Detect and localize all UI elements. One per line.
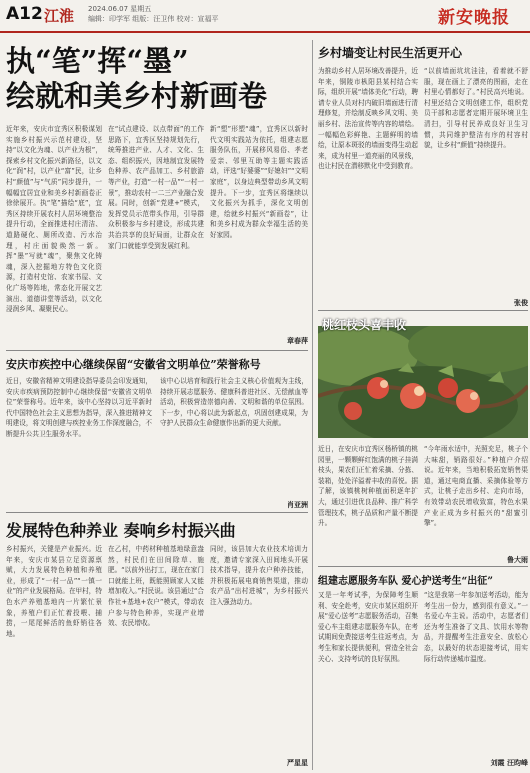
masthead-rule [0,31,530,33]
peach-harvest-body-col1: 近日，在安庆市宜秀区杨桥镇的桃园里，一颗颗鲜红饱满的桃子挂满枝头，果农们正忙着采摘、分拣、装箱，处处洋溢着丰收的喜悦。据了解，该镇桃树种植面积逐年扩大，通过引进优良品种、推广科学管理技术，桃子品质和产量不断提升。 [318,445,418,528]
date-line: 2024.06.07 星期五 [88,5,152,13]
divider [318,310,528,311]
section-name: 江淮 [44,7,75,25]
lead-headline [6,44,308,114]
farming-headline: 发展特色种养业 奏响乡村振兴曲 [6,521,236,540]
cdc-headline: 安庆市疾控中心继续保留“安徽省文明单位”荣誉称号 [6,358,261,371]
staff-line: 编辑：印学军 组版：汪卫伟 校对：宣福平 [88,15,219,23]
cdc-body-col2: 该中心以培育和践行社会主义核心价值观为主线，持续开展志愿服务、健康科普进社区、无偿献血等活动，积极营造崇德向善、文明和谐的单位氛围。下一步，中心将以此为新起点，巩固创建成果，为守护人民群众生命健康作出新的更大贡献。 [160,377,308,428]
farming-byline: 严星星 [287,759,308,767]
lead-headline-line1: 执“笔”挥“墨” [6,44,189,78]
lead-byline: 章春萍 [287,337,308,345]
cdc-body-col1: 近日，安徽省精神文明建设指导委员会印发通知，安庆市疾病预防控制中心继续保留“安徽省文明单位”荣誉称号。近年来，该中心坚持以习近平新时代中国特色社会主义思想为指导，深入推进精神文明建设，将文明创建与疾控业务工作深度融合，不断提升公共卫生服务水平。 [6,377,152,438]
lead-body-col1: 近年来，安庆市宜秀区积极谋划实施乡村振兴示范村建设，坚持“以文化为魂、以产业为根”，探索乡村文化振兴新路径，以文化“润”村，以产业“富”民，让乡村“颜值”与“气质”同步提升，一幅幅宜居宜业和美乡村新画卷正徐徐展开。执“笔”描绘“底”，宜秀区持续开展农村人居环境整治提升行动，全面推进村庄清洁、道路硬化、厕所改造、污水治理，村庄面貌焕然一新。挥“墨”写就“魂”，聚焦文化铸魂，深入挖掘地方特色文化资源，打造村史馆、农家书屋、文化广场等阵地，常态化开展文艺演出、道德讲堂等活动，以文化浸润乡风、凝聚民心。 [6,125,102,314]
divider [318,566,528,567]
lead-body-col3: 新“塑”形塑“魂”，宜秀区以新时代文明实践站为依托，组建志愿服务队伍，开展移风易俗、孝老爱亲、邻里互助等主题实践活动，评选“好婆婆”“好媳妇”“文明家庭”，以身边典型带动乡风文明提升。下一步，宜秀区将继续以文化振兴为抓手，深化文明创建，绘就乡村振兴“新画卷”，让和美乡村成为群众幸福生活的美好家园。 [210,125,308,239]
exam-escort-body-col1: 又是一年考试季，为保障考生顺利、安全赴考，安庆市某区组织开展“爱心送考”志愿服务活动，召集爱心车主组建志愿服务车队，在考试期间免费接送考生往返考点，为考生和家长提供便利，营造全社会关心、支持考试的良好氛围。 [318,591,418,663]
newspaper-logo: 新安晚报 [438,8,510,28]
lead-headline-line2: 绘就和美乡村新画卷 [6,79,268,113]
farming-body-col2: 在乙村，中药材种植基地绿意盎然，村民们在田间除草、施肥。“以前外出打工，现在在家门口就能上班，既能照顾家人又能增加收入。”村民说。该县通过“合作社+基地+农户”模式，带动农户参与特色种养，实现产业增效、农民增收。 [108,545,204,628]
exam-escort-body-col2: “这是我第一年参加送考活动，能为考生出一份力，感到很有意义。”一名爱心车主说。活动中，志愿者们还为考生准备了文具、饮用水等物品，并提醒考生注意安全、放松心态，以最好的状态迎接考试，用实际行动传递城市温度。 [424,591,528,663]
peach-harvest-byline: 鲁大雨 [507,556,528,564]
cdc-byline: 肖亚洲 [287,501,308,509]
peach-harvest-headline: 桃红枝头喜丰收 [322,318,407,332]
exam-escort-headline: 组建志愿服务车队 爱心护送考生“出征” [318,576,493,587]
peach-harvest-photo [318,326,528,438]
village-wall-body-col1: 为推动乡村人居环境改善提升，近年来，铜陵市枞阳县某村结合实际，组织开展“墙体美化”行动，聘请专业人员对村内破旧墙面进行清理修复，并绘制反映乡风文明、美丽乡村、法治宣传等内容的墙绘。一幅幅色彩鲜艳、主题鲜明的墙绘，让原本斑驳的墙面变得生动起来，成为村里一道亮丽的风景线，也让村民在潜移默化中受到教育。 [318,67,418,171]
divider [6,350,308,351]
exam-escort-byline: 刘霞 汪昀峰 [490,759,528,767]
divider [6,512,308,513]
village-wall-headline: 乡村墙变让村民生活更开心 [318,46,463,60]
farming-body-col3: 同时，该县加大农业技术培训力度，邀请专家深入田间地头开展技术指导，提升农户种养技能，并积极拓展电商销售渠道，推动农产品“出村进城”，为乡村振兴注入强劲动力。 [210,545,308,606]
column-divider [312,40,313,770]
lead-body-col2: 在“试点建设、以点带面”的工作思路下，宜秀区坚持规划先行，统筹推进产业、人才、文化、生态、组织振兴，因地制宜发展特色种养、农产品加工、乡村旅游等产业，打造“一村一品”“一村一景”，推动农村一二三产业融合发展。同时，创新“党建+”模式，发挥党员示范带头作用，引导群众积极参与乡村建设，形成共建共治共享的良好局面，让群众在家门口就能享受到发展红利。 [108,125,204,250]
village-wall-byline: 张俊 [514,299,528,307]
page-number: A12 [6,4,43,24]
peach-harvest-body-col2: “今年雨水适中，光照充足，桃子个大味甜，销路很好。”种植户介绍说。近年来，当地积极拓宽销售渠道，通过电商直播、采摘体验等方式，让桃子走出乡村、走向市场，有效带动农民增收致富，特色水果产业正成为乡村振兴的“甜蜜引擎”。 [424,445,528,528]
village-wall-body-col2: “以前墙面坑坑洼洼，看着就不舒服，现在画上了漂亮的图画，走在村里心情都好了。”村民高兴地说。村里还结合文明创建工作，组织党员干部和志愿者定期开展环境卫生清扫，引导村民养成良好卫生习惯，共同维护整洁有序的村容村貌，让乡村“颜值”持续提升。 [424,67,528,150]
farming-body-col1: 乡村振兴，关键是产业振兴。近年来，安庆市某县立足资源禀赋，大力发展特色种植和养殖业，形成了“一村一品”“一镇一业”的产业发展格局。在甲村，特色水产养殖基地内一片繁忙景象，养殖户们正忙着投喂、捕捞，一尾尾鲜活的鱼虾销往各地。 [6,545,102,638]
